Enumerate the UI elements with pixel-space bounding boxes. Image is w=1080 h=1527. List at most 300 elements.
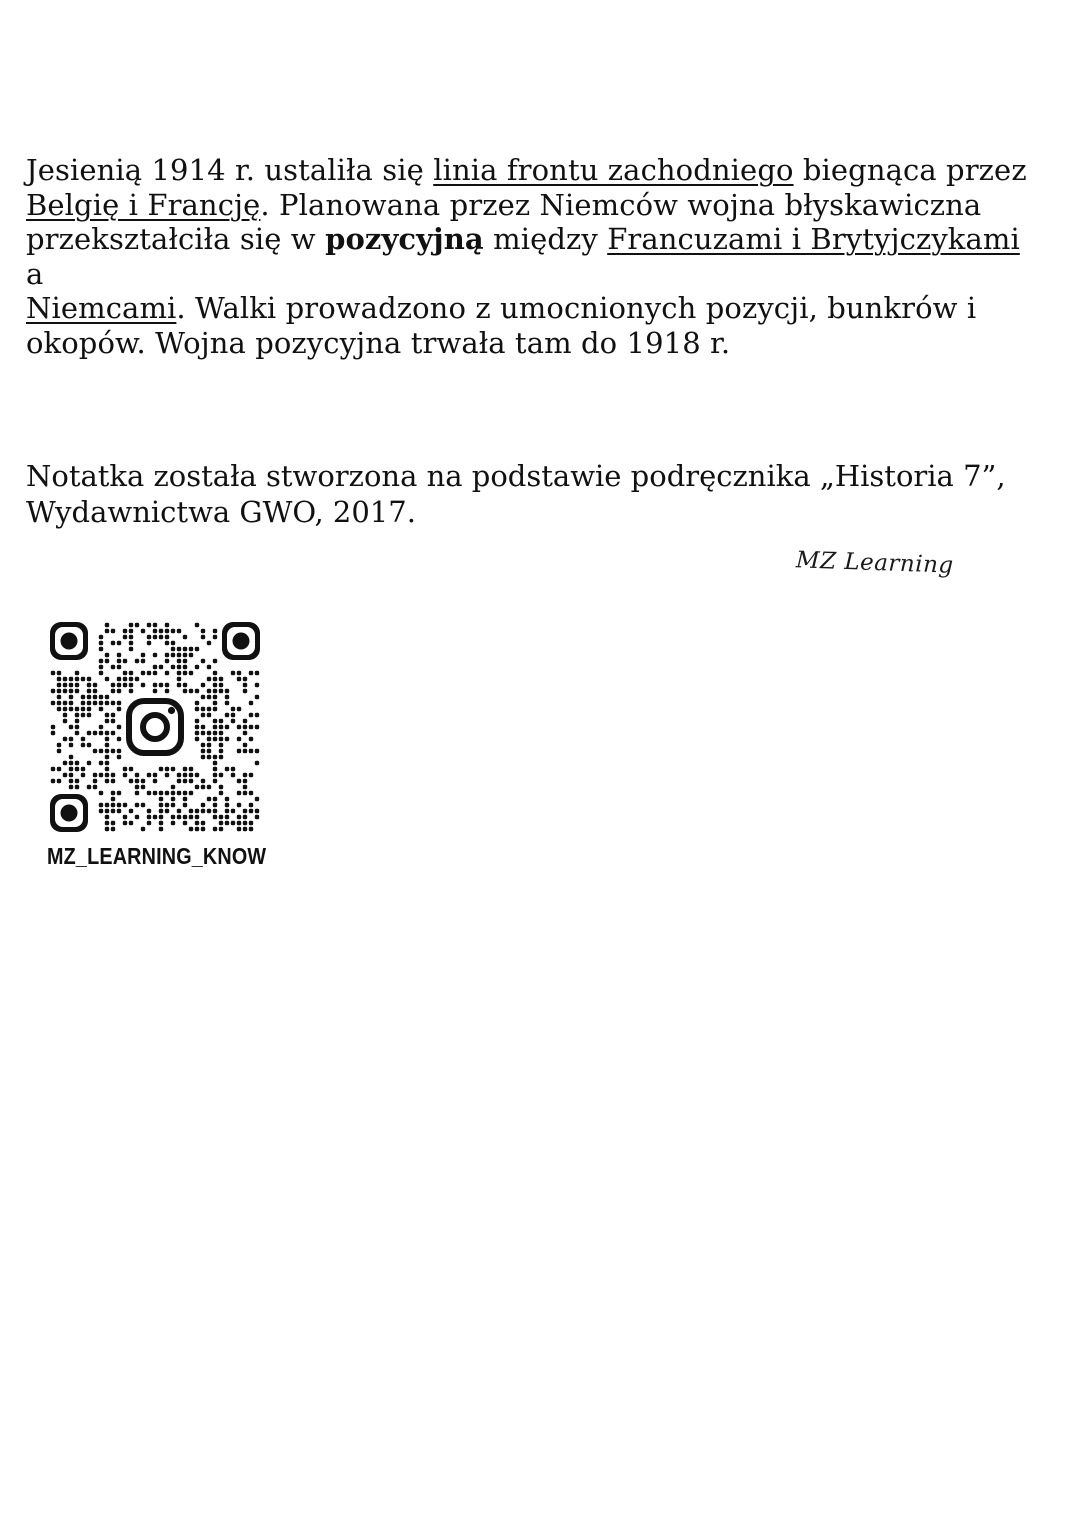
qr-module [105,809,109,813]
qr-module [69,785,73,789]
qr-module [69,683,73,687]
qr-module [213,809,217,813]
qr-module [147,671,151,675]
qr-module [87,761,91,765]
qr-module [195,827,199,831]
qr-module [159,815,163,819]
qr-module [177,659,181,663]
qr-module [153,779,157,783]
qr-module [183,683,187,687]
qr-module [189,809,193,813]
qr-module [243,821,247,825]
qr-module [165,635,169,639]
qr-module [51,689,55,693]
qr-module [195,815,199,819]
qr-module [99,665,103,669]
qr-module [75,707,79,711]
qr-module [213,797,217,801]
qr-module [249,749,253,753]
qr-module [111,701,115,705]
qr-module [105,779,109,783]
qr-module [129,683,133,687]
qr-module [183,791,187,795]
qr-module [159,821,163,825]
qr-module [141,803,145,807]
qr-module [255,683,259,687]
qr-module [195,821,199,825]
qr-module [231,719,235,723]
qr-module [105,713,109,717]
qr-module [177,791,181,795]
qr-module [177,683,181,687]
qr-module [57,707,61,711]
qr-module [99,635,103,639]
qr-module [225,797,229,801]
qr-module [231,809,235,813]
qr-module [153,815,157,819]
qr-module [213,773,217,777]
qr-module [69,707,73,711]
qr-module [105,629,109,633]
qr-module [123,677,127,681]
qr-module [183,671,187,675]
qr-module [183,815,187,819]
qr-module [129,767,133,771]
qr-module [201,743,205,747]
qr-module [213,695,217,699]
qr-module [99,695,103,699]
qr-module [99,749,103,753]
qr-module [255,749,259,753]
qr-module [75,677,79,681]
qr-module [183,689,187,693]
qr-module [177,815,181,819]
qr-module [249,827,253,831]
qr-module [117,665,121,669]
qr-module [123,659,127,663]
qr-module [219,773,223,777]
qr-module [153,635,157,639]
qr-module [81,767,85,771]
qr-module [147,809,151,813]
qr-module [117,653,121,657]
qr-module [57,743,61,747]
qr-module [135,659,139,663]
qr-module [51,779,55,783]
qr-module [213,701,217,705]
qr-module [129,623,133,627]
qr-module [141,671,145,675]
qr-module [195,731,199,735]
qr-module [105,701,109,705]
qr-module [201,749,205,753]
qr-module [159,767,163,771]
qr-module [219,791,223,795]
qr-module [201,809,205,813]
qr-module [249,713,253,717]
qr-module [111,803,115,807]
qr-module [177,671,181,675]
qr-module [141,659,145,663]
qr-module [255,725,259,729]
qr-module [81,707,85,711]
qr-module [249,821,253,825]
qr-module [153,671,157,675]
qr-module [225,821,229,825]
qr-module [123,635,127,639]
qr-module [111,731,115,735]
qr-module [237,821,241,825]
qr-module [111,809,115,813]
qr-module [165,767,169,771]
qr-module [147,821,151,825]
qr-module [183,767,187,771]
qr-module [63,707,67,711]
text-segment: okopów. Wojna pozycyjna trwała tam do 1918 r. [26,325,731,360]
qr-module [63,773,67,777]
qr-module [129,671,133,675]
qr-module [219,815,223,819]
qr-module [171,815,175,819]
qr-module [177,773,181,777]
qr-module [117,707,121,711]
qr-module [201,779,205,783]
qr-module [207,707,211,711]
qr-module [87,743,91,747]
qr-module [135,779,139,783]
qr-module [201,707,205,711]
qr-module [195,725,199,729]
qr-module [99,659,103,663]
qr-module [51,671,55,675]
qr-module [99,725,103,729]
qr-module [75,779,79,783]
qr-module [57,671,61,675]
qr-module [105,623,109,627]
qr-module [129,647,133,651]
qr-module [255,815,259,819]
qr-module [213,755,217,759]
qr-module [69,701,73,705]
qr-module [177,629,181,633]
qr-module [105,815,109,819]
qr-module [135,773,139,777]
qr-module [207,797,211,801]
qr-module [255,809,259,813]
qr-module [183,659,187,663]
qr-module [57,683,61,687]
qr-module [75,767,79,771]
bold-term-positional: pozycyjną [325,222,484,256]
qr-module [213,629,217,633]
qr-module [225,725,229,729]
qr-module [99,773,103,777]
qr-module [63,689,67,693]
qr-module [225,737,229,741]
qr-module [165,623,169,627]
qr-module [201,821,205,825]
qr-module [225,815,229,819]
qr-module [147,815,151,819]
qr-module [69,743,73,747]
qr-module [219,821,223,825]
qr-module [69,767,73,771]
qr-module [75,689,79,693]
qr-module [141,779,145,783]
qr-module [219,827,223,831]
qr-module [243,815,247,819]
qr-module [99,641,103,645]
qr-module [189,827,193,831]
qr-module [201,785,205,789]
underlined-term-belgium-france: Belgię i Francję [26,187,261,222]
qr-module [141,629,145,633]
qr-module [63,761,67,765]
qr-module [105,677,109,681]
qr-module [93,683,97,687]
qr-module [177,647,181,651]
qr-module [183,821,187,825]
qr-module [165,653,169,657]
qr-module [255,797,259,801]
qr-module [237,791,241,795]
instagram-icon [122,694,188,760]
qr-module [219,689,223,693]
qr-module [63,719,67,723]
qr-module [111,749,115,753]
qr-module [99,791,103,795]
qr-module [147,641,151,645]
qr-module [231,767,235,771]
qr-module [123,683,127,687]
qr-module [243,827,247,831]
qr-module [117,659,121,663]
qr-module [57,689,61,693]
qr-module [207,743,211,747]
qr-module [165,689,169,693]
qr-module [99,647,103,651]
qr-module [219,719,223,723]
qr-module [177,809,181,813]
qr-module [147,623,151,627]
qr-module [57,749,61,753]
qr-module [219,785,223,789]
qr-finder-top-left [50,622,88,660]
qr-module [57,767,61,771]
qr-module [111,827,115,831]
qr-module [81,737,85,741]
qr-module [165,803,169,807]
qr-module [207,695,211,699]
qr-module [255,761,259,765]
qr-module [171,821,175,825]
qr-module [87,701,91,705]
qr-module [69,773,73,777]
qr-module [117,683,121,687]
qr-module [243,749,247,753]
qr-module [195,737,199,741]
qr-module [141,653,145,657]
qr-module [87,689,91,693]
qr-module [225,767,229,771]
qr-module [243,773,247,777]
qr-module [243,689,247,693]
qr-module [69,725,73,729]
qr-module [51,701,55,705]
qr-module [117,749,121,753]
qr-module [111,821,115,825]
qr-module [243,731,247,735]
qr-module [159,797,163,801]
qr-module [63,737,67,741]
qr-module [231,713,235,717]
qr-module [117,641,121,645]
qr-module [117,791,121,795]
qr-module [195,665,199,669]
qr-module [105,653,109,657]
qr-module [231,821,235,825]
qr-module [129,635,133,639]
qr-module [213,803,217,807]
qr-module [75,671,79,675]
qr-module [255,671,259,675]
qr-module [189,815,193,819]
qr-module [51,725,55,729]
qr-module [111,773,115,777]
qr-module [165,641,169,645]
qr-module [93,695,97,699]
qr-module [225,695,229,699]
qr-module [165,671,169,675]
qr-module [243,719,247,723]
qr-module [99,701,103,705]
qr-module [189,767,193,771]
qr-finder-bottom-left [50,794,88,832]
qr-module [135,815,139,819]
qr-module [141,683,145,687]
qr-module [159,635,163,639]
qr-module [201,695,205,699]
qr-module [207,809,211,813]
qr-module [105,695,109,699]
qr-module [231,773,235,777]
qr-module [171,629,175,633]
qr-module [159,791,163,795]
qr-module [219,749,223,753]
qr-module [147,773,151,777]
qr-module [69,677,73,681]
qr-module [75,719,79,723]
qr-module [249,809,253,813]
qr-module [51,767,55,771]
qr-module [213,761,217,765]
qr-module [201,731,205,735]
qr-module [237,779,241,783]
text-segment: . Walki prowadzono z umocnionych pozycji, bunkrów i [176,291,977,325]
qr-module [105,749,109,753]
qr-module [105,737,109,741]
qr-module [213,671,217,675]
qr-module [123,803,127,807]
qr-module [171,665,175,669]
text-segment: . Planowana przez Niemców wojna błyskawiczna [260,187,982,222]
qr-module [177,677,181,681]
qr-module [183,779,187,783]
qr-module [75,785,79,789]
qr-module [87,785,91,789]
qr-module [213,683,217,687]
qr-module [213,815,217,819]
qr-module [201,629,205,633]
qr-module [219,755,223,759]
qr-module [189,791,193,795]
qr-module [69,695,73,699]
qr-module [237,749,241,753]
qr-module [117,809,121,813]
qr-module [117,689,121,693]
qr-module [111,779,115,783]
qr-module [195,623,199,627]
qr-module [237,737,241,741]
qr-module [63,677,67,681]
source-note-line: Notatka została stworzona na podstawie podręcznika „Historia 7”, [26,459,1006,493]
qr-module [243,785,247,789]
qr-module [255,695,259,699]
qr-module [153,623,157,627]
qr-module [201,827,205,831]
qr-module [195,647,199,651]
instagram-handle: MZ_LEARNING_KNOW [47,843,267,869]
qr-module [75,683,79,687]
qr-module [69,689,73,693]
qr-module [111,713,115,717]
text-segment: między [483,222,608,256]
qr-module [183,647,187,651]
qr-module [129,809,133,813]
qr-module [93,731,97,735]
qr-module [57,779,61,783]
qr-module [171,767,175,771]
qr-module [135,677,139,681]
text-segment: przekształciła się w [26,222,326,256]
qr-module [57,695,61,699]
qr-module [69,779,73,783]
qr-module [225,689,229,693]
qr-module [153,653,157,657]
qr-module [207,731,211,735]
qr-module [219,683,223,687]
qr-module [93,749,97,753]
qr-module [225,809,229,813]
qr-module [171,647,175,651]
qr-module [171,803,175,807]
qr-module [147,791,151,795]
qr-module [117,725,121,729]
qr-module [237,827,241,831]
qr-module [207,749,211,753]
qr-code[interactable] [50,622,260,832]
qr-module [165,809,169,813]
qr-module [213,731,217,735]
qr-module [87,713,91,717]
qr-module [87,731,91,735]
underlined-term-western-front: linia frontu zachodniego [433,153,794,187]
signature: MZ Learning [795,547,955,579]
qr-module [153,683,157,687]
qr-module [105,719,109,723]
qr-module [123,767,127,771]
qr-module [165,683,169,687]
